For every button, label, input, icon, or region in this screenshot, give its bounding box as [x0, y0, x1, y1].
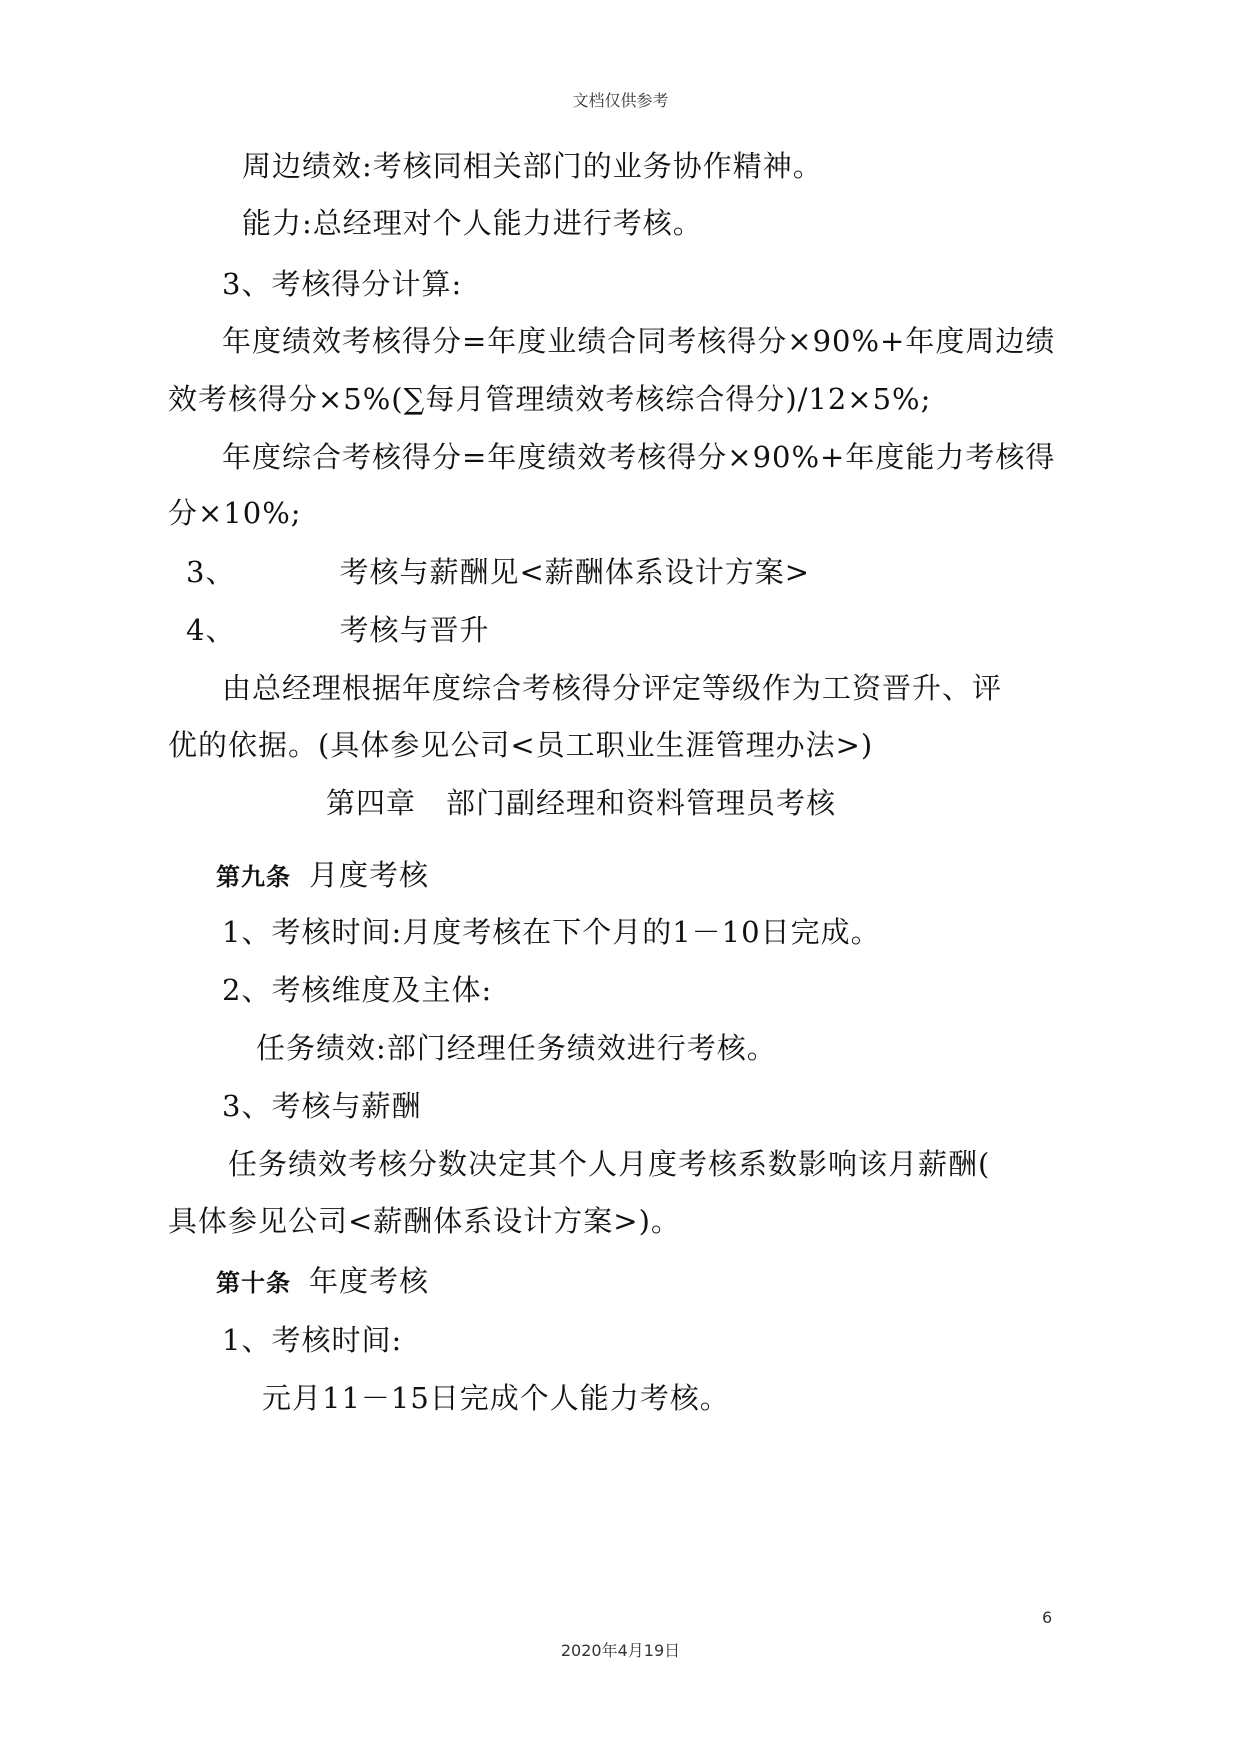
- paragraph-line: 能力:总经理对个人能力进行考核。: [242, 206, 703, 240]
- paragraph-line: 周边绩效:考核同相关部门的业务协作精神。: [242, 149, 823, 183]
- paragraph-line: 任务绩效考核分数决定其个人月度考核系数影响该月薪酬(: [228, 1147, 991, 1181]
- article-heading: [216, 857, 429, 895]
- paragraph-line: 2、考核维度及主体:: [222, 973, 493, 1007]
- list-number: 3、: [186, 555, 236, 589]
- list-item: [186, 612, 489, 648]
- page-header: 文档仅供参考: [572, 91, 669, 110]
- list-item: [186, 554, 810, 590]
- article-label: 第九条: [216, 863, 291, 891]
- article-title: 月度考核: [309, 858, 430, 892]
- article-title: 年度考核: [309, 1264, 430, 1298]
- paragraph-line: 效考核得分×5%(∑每月管理绩效考核综合得分)/12×5%;: [168, 382, 932, 416]
- paragraph-line: 优的依据。(具体参见公司<员工职业生涯管理办法>): [168, 728, 874, 762]
- paragraph-line: 年度综合考核得分=年度绩效考核得分×90%+年度能力考核得: [222, 440, 1056, 474]
- chapter-title: 第四章 部门副经理和资料管理员考核: [326, 786, 837, 820]
- paragraph-line: 3、考核得分计算:: [222, 267, 463, 301]
- paragraph-line: 1、考核时间:: [222, 1323, 403, 1357]
- footer-date: 2020年4月19日: [560, 1641, 681, 1660]
- paragraph-line: 具体参见公司<薪酬体系设计方案>)。: [168, 1204, 681, 1238]
- list-number: 4、: [186, 613, 236, 647]
- paragraph-line: 由总经理根据年度综合考核得分评定等级作为工资晋升、评: [222, 671, 1003, 705]
- article-label: 第十条: [216, 1269, 291, 1297]
- list-text: 考核与晋升: [339, 613, 490, 647]
- paragraph-line: 年度绩效考核得分=年度业绩合同考核得分×90%+年度周边绩: [222, 324, 1056, 358]
- paragraph-line: 元月11－15日完成个人能力考核。: [262, 1381, 730, 1415]
- paragraph-line: 分×10%;: [168, 496, 302, 530]
- list-text: 考核与薪酬见<薪酬体系设计方案>: [339, 555, 811, 589]
- paragraph-line: 3、考核与薪酬: [222, 1089, 422, 1123]
- article-heading: [216, 1263, 429, 1301]
- paragraph-line: 任务绩效:部门经理任务绩效进行考核。: [256, 1031, 777, 1065]
- paragraph-line: 1、考核时间:月度考核在下个月的1－10日完成。: [222, 915, 881, 949]
- page-number: 6: [1042, 1608, 1053, 1627]
